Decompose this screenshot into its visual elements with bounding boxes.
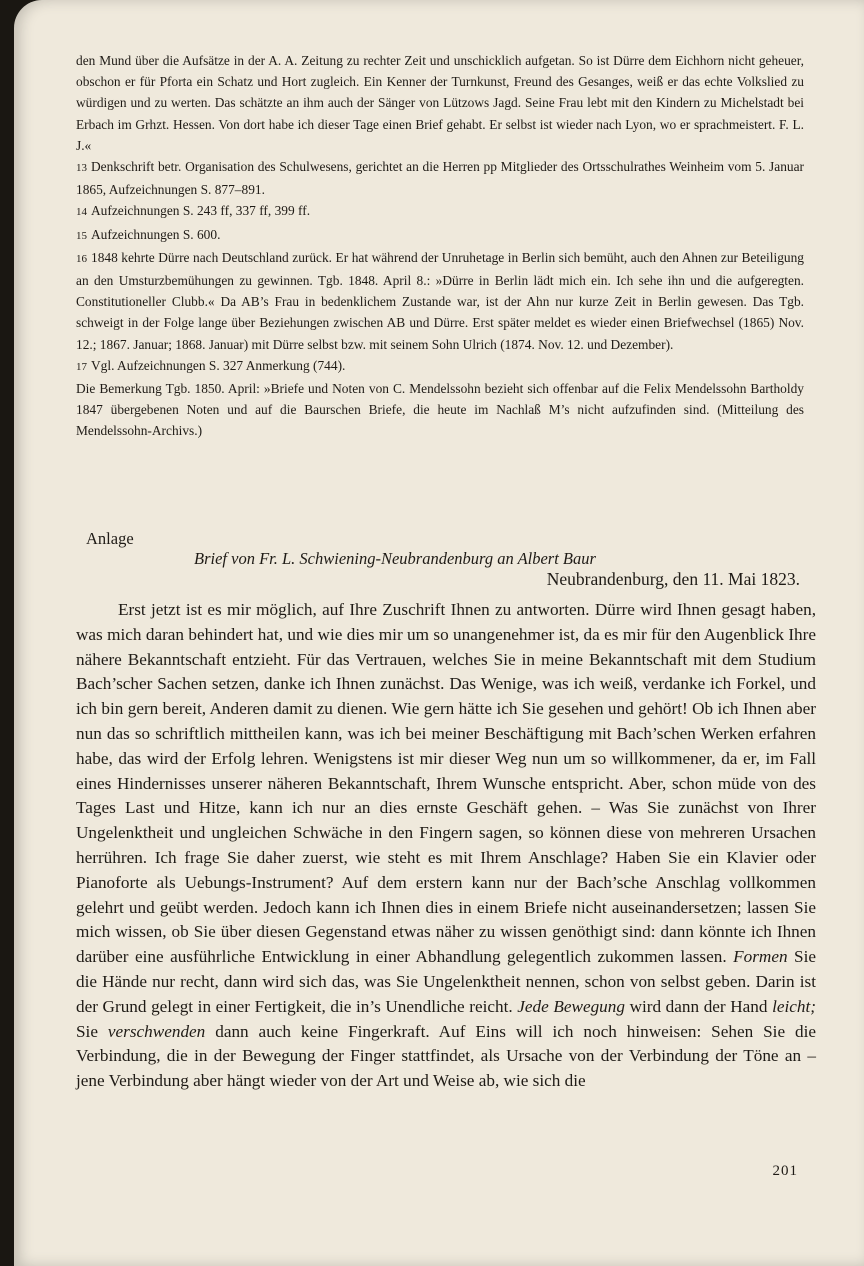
emphasis-text: Formen — [733, 947, 788, 967]
note-text: Vgl. Aufzeichnungen S. 327 Anmerkung (744). — [91, 357, 346, 373]
footnote-number: 15 — [76, 229, 87, 242]
text-segment: dann auch keine Fingerkraft. Auf Eins will ich noch hinweisen: Sehen Sie die Verbindung, die in der Bewegung der Finger stattfindet, als Ursache von der Verbindung der Töne an – jene Verbindung aber hängt wieder von der Art und Weise ab, wie sich die — [76, 1021, 817, 1091]
note-text: Die Bemerkung Tgb. 1850. April: »Briefe und Noten von C. Mendelssohn bezieht sich offenbar auf die Felix Mendelssohn Bartholdy 1847 übergebenen Noten und auf die Baurschen Briefe, die heute im Nachlaß M’s nicht aufzufinden sind. (Mitteilung des Mendelssohn-Archivs.) — [76, 381, 804, 439]
text-segment: Erst jetzt ist es mir möglich, auf Ihre Zuschrift Ihnen zu antworten. Dürre wird Ihnen gesagt haben, was mich daran behindert hat, und wie dies mir um so unangenehmer ist, da es mir für den Augenblick Ihre nähere Bekanntschaft entzieht. Für das Vertrauen, welches Sie in meine Bekanntschaft mit dem Studium Bach’scher Sachen setzen, danke ich Ihnen zunächst. Das Wenige, was ich weiß, verdanke ich Forkel, und ich bin gern bereit, Anderen damit zu dienen. Wie gern hätte ich Sie gesehen und gehört! Ob ich Ihnen aber nun das so schriftlich mittheilen kann, was ich bei meiner Beschäftigung mit Bach’schen Werken erfahren habe, das wird der Erfolg lehren. Wenigstens ist mir dieser Weg nun um so willkommener, da er, im Fall eines Hindernisses unserer näheren Bekanntschaft, Ihrem Wunsche entspricht. Aber, schon müde von des Tages Last und Hitze, kann ich nur an dies ernste Geschäft gehen. – Was Sie zunächst von Ihrer Ungelenktheit und ungleichen Schwäche in den Fingern sagen, so können diese von mehreren Ursachen herrühren. Ich frage Sie daher zuerst, wie steht es mit Ihrem Anschlage? Haben Sie ein Klavier oder Pianoforte als Uebungs-Instrument? Auf dem erstern kann nur der Bach’sche Anschlag vollkommen gelehrt und geübt werden. Jedoch kann ich Ihnen dies in einem Briefe nicht auseinandersetzen; lassen Sie mich wissen, ob Sie über diesen Gegenstand etwas näher zu wissen genöthigt sind: dann könnte ich Ihnen darüber eine ausführliche Entwicklung in einer Abhandlung gelegentlich zukommen lassen. — [76, 600, 816, 967]
footnote-number: 14 — [76, 206, 87, 219]
footnote-15 — [76, 224, 804, 247]
text-segment: Sie die Hände nur recht, dann wird sich das, was Sie Ungelenktheit nennen, schon von selbst geben. Darin ist der Grund gelegt in einer Fertigkeit, die in’s Unendliche reicht. — [76, 947, 817, 1016]
text-segment: wird dann der Hand — [629, 996, 768, 1016]
letter-paragraph — [76, 598, 816, 1094]
letter-dateline: Neubrandenburg, den 11. Mai 1823. — [546, 569, 800, 589]
page-number: 201 — [772, 1163, 798, 1179]
footnote-number: 16 — [76, 252, 87, 265]
appendix-heading: Anlage — [86, 529, 134, 548]
footnote-16 — [76, 247, 804, 355]
footnote-number: 17 — [76, 360, 87, 373]
footnote-number: 13 — [76, 162, 87, 175]
emphasis-text: Jede Bewegung — [517, 996, 625, 1016]
note-text: Denkschrift betr. Organisation des Schulwesens, gerichtet an die Herren pp Mitglieder des Ortsschulrathes Weinheim vom 5. Januar 1865, Aufzeichnungen S. 877–891. — [76, 159, 804, 198]
footnote-17-continuation — [76, 378, 804, 442]
note-text: den Mund über die Aufsätze in der A. A. Zeitung zu rechter Zeit und unschicklich aufgetan. So ist Dürre dem Eichhorn nicht geheuer, obschon er für Pforta ein Schatz und Hort zugleich. Ein Kenner der Turnkunst, Freund des Gesanges, weiß er das echte Volkslied zu würdigen und zu werten. Das schätzte an ihm auch der Sänger von Lützows Jagd. Seine Frau lebt mit den Kindern zu Michelstadt bei Erbach im Grhzt. Hessen. Von dort habe ich dieser Tage einen Brief gehabt. Er selbst ist wieder nach Lyon, wo er sprachmeistert. F. L. J.« — [76, 53, 804, 153]
footnotes-block — [76, 50, 804, 442]
note-text: 1848 kehrte Dürre nach Deutschland zurück. Er hat während der Unruhetage in Berlin sich bemüht, auch den Ahnen zur Beteiligung an den Umsturzbemühungen zu gewinnen. Tgb. 1848. April 8.: »Dürre in Berlin lädt mich ein. Ich sehe ihn und die aufgeregten. Constitutioneller Clubb.« Da AB’s Frau in bedenklichem Zustande war, ist der Ahn nur kurze Zeit in Berlin gewesen. Das Tgb. schweigt in der Folge lange über Beziehungen zwischen AB und Dürre. Erst später meldet es wieder einen Briefwechsel (1865) Nov. 12.; 1867. Januar; 1868. Januar) mit Dürre selbst bzw. mit seinem Sohn Ulrich (1874. Nov. 12. und Dezember). — [76, 249, 804, 352]
emphasis-text: verschwenden — [107, 1021, 206, 1041]
footnote-14 — [76, 200, 804, 223]
book-page — [14, 0, 864, 1266]
emphasis-text: leicht; — [772, 996, 816, 1016]
footnote-13 — [76, 156, 804, 200]
text-segment: Sie — [76, 1021, 98, 1041]
letter-title: Brief von Fr. L. Schwiening-Neubrandenburg an Albert Baur — [194, 549, 596, 568]
note-continuation — [76, 50, 804, 156]
letter-body — [76, 598, 816, 1094]
note-text: Aufzeichnungen S. 243 ff, 337 ff, 399 ff. — [91, 203, 311, 219]
footnote-17 — [76, 355, 804, 378]
note-text: Aufzeichnungen S. 600. — [91, 226, 221, 242]
